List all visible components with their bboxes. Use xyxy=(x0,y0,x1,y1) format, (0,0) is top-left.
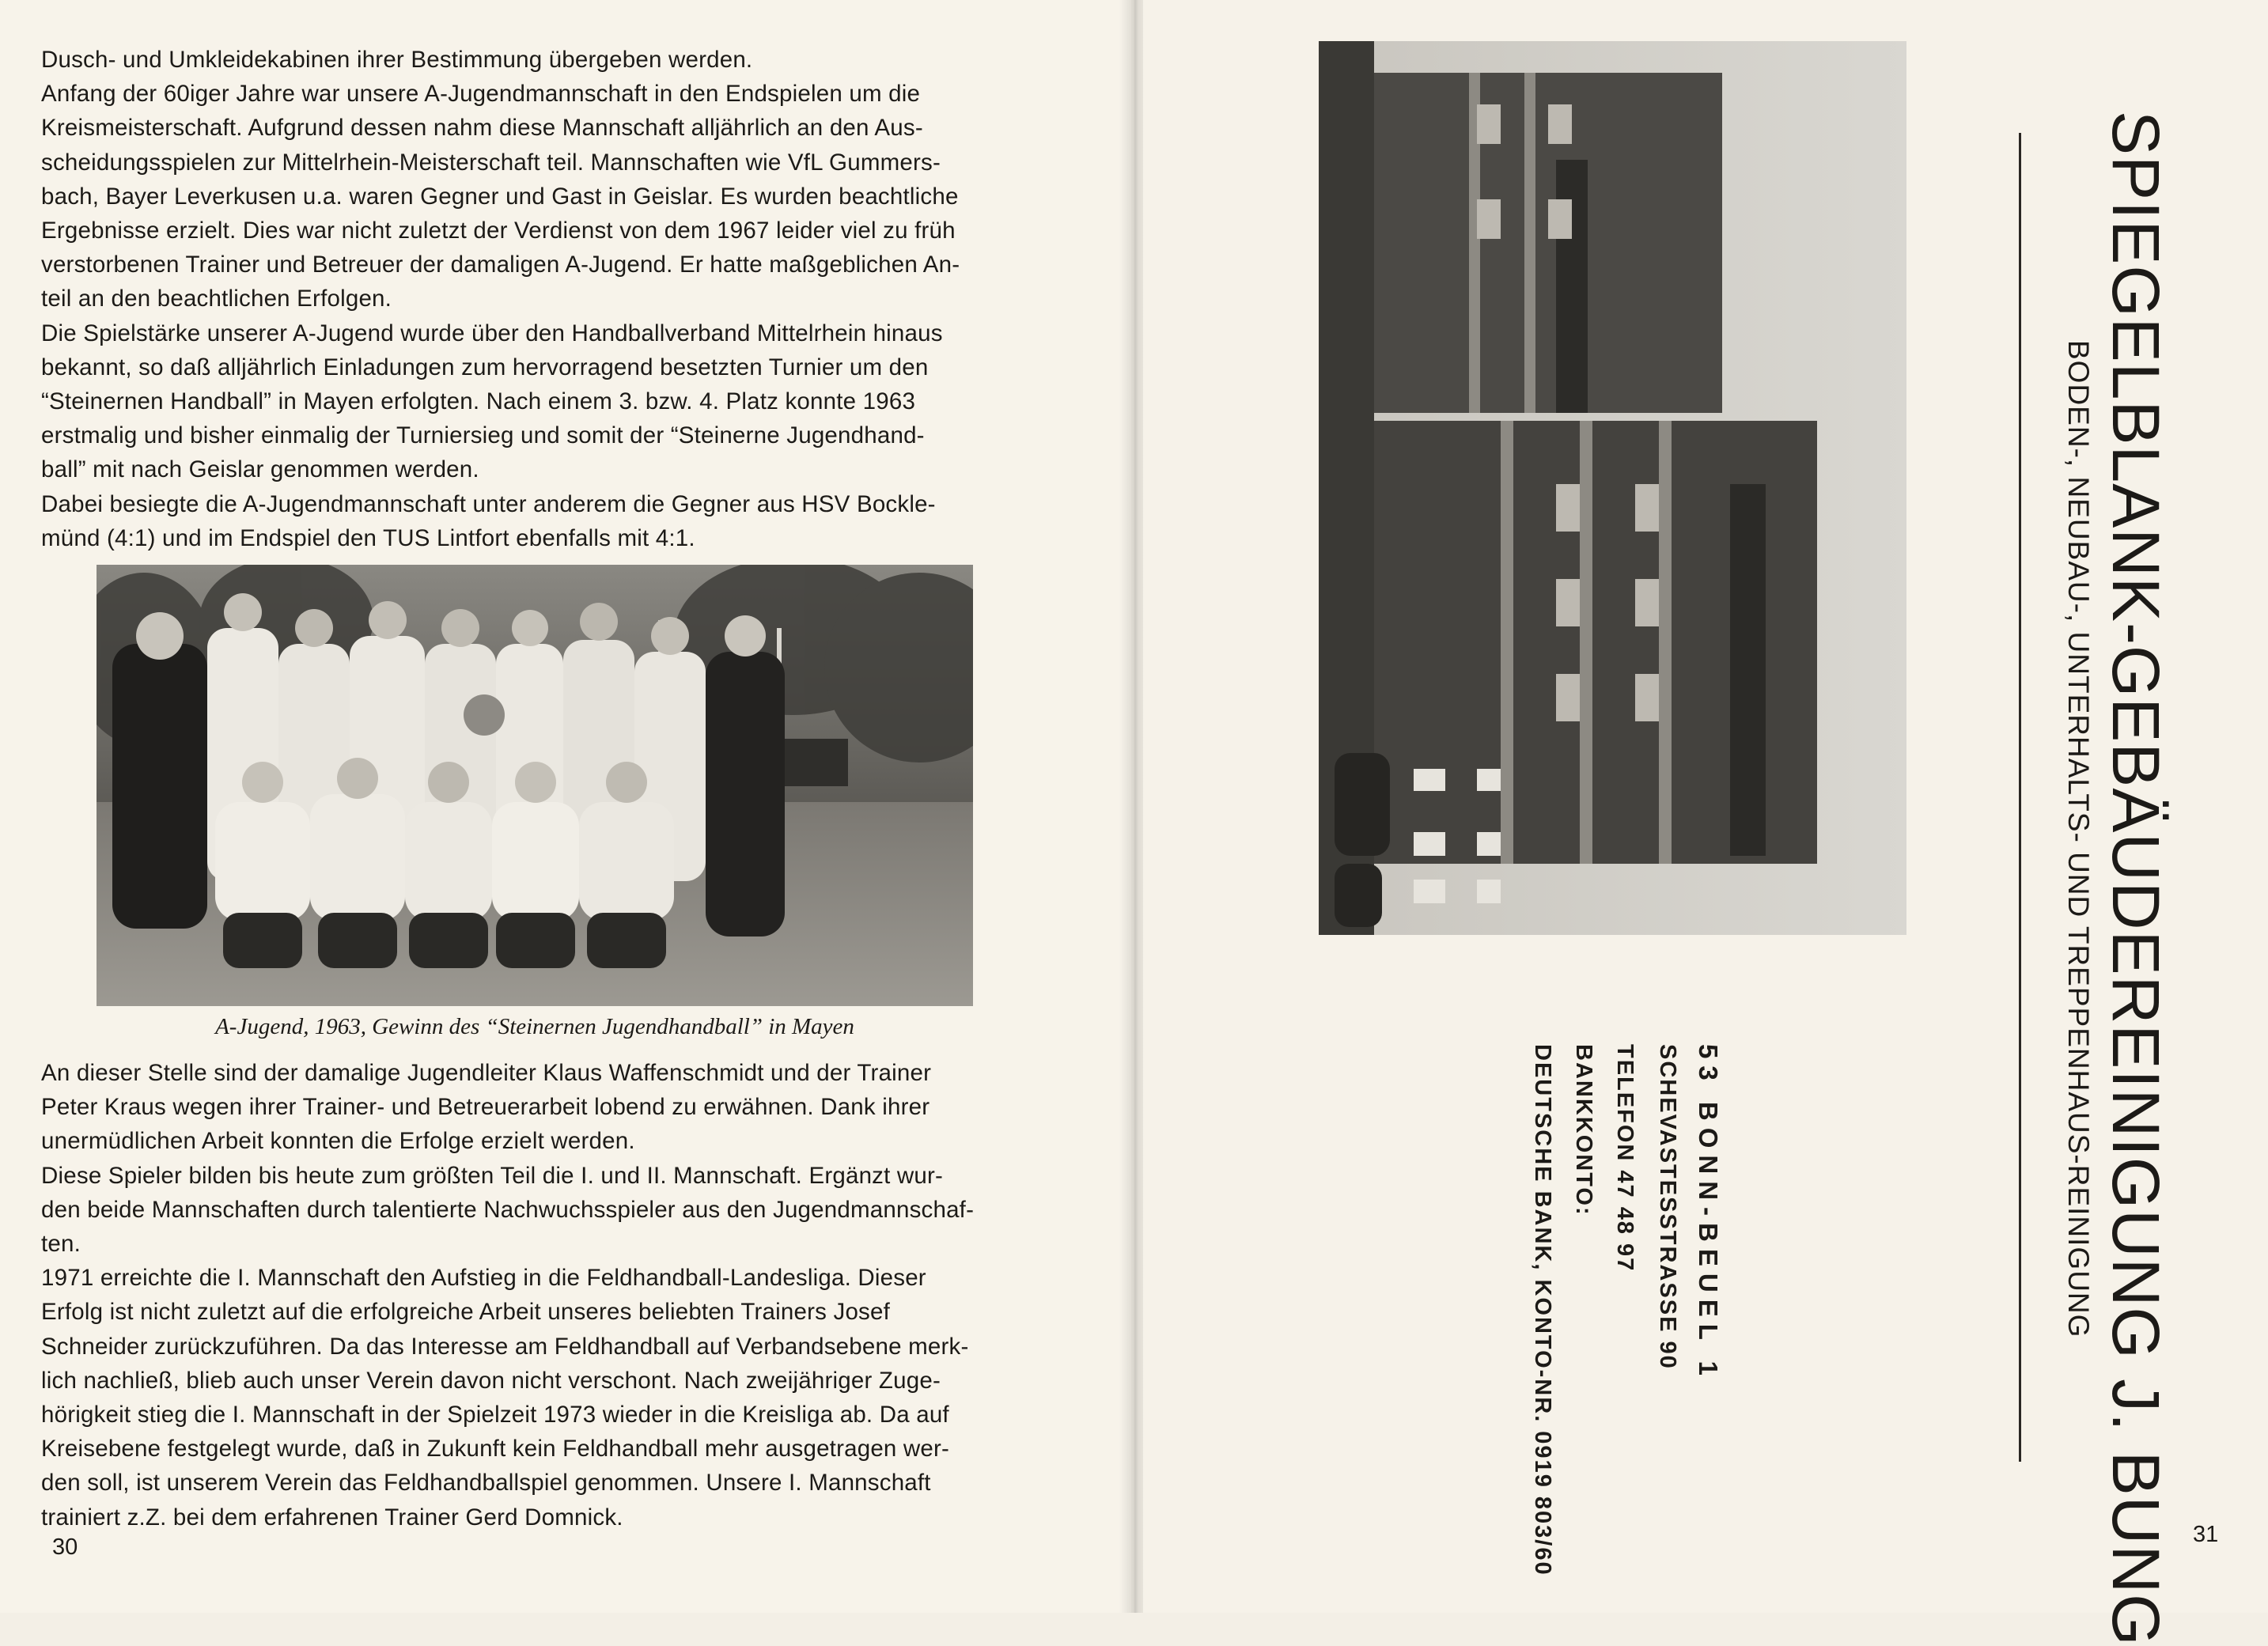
building-photo xyxy=(1319,41,1906,935)
text-line: Peter Kraus wegen ihrer Trainer- und Betreuerarbeit lobend zu erwähnen. Dank ihrer xyxy=(41,1094,930,1121)
text-line: Kreisebene festgelegt wurde, daß in Zukunft kein Feldhandball mehr ausgetragen wer- xyxy=(41,1436,950,1462)
team-photo xyxy=(97,565,973,1006)
text-line: Erfolg ist nicht zuletzt auf die erfolgreiche Arbeit unseres beliebten Trainers Josef xyxy=(41,1299,891,1326)
text-line: Dabei besiegte die A-Jugendmannschaft unter anderem die Gegner aus HSV Bockle- xyxy=(41,490,936,517)
bank-label: BANKKONTO: xyxy=(1571,1044,1596,1217)
address-street: SCHEVASTESSTRASSE 90 xyxy=(1655,1044,1680,1370)
text-line: Diese Spieler bilden bis heute zum größten Teil die I. und II. Mannschaft. Ergänzt wur- xyxy=(41,1162,944,1189)
company-name: SPIEGELBLANK-GEBÄUDEREINIGUNG J. BUNG xyxy=(2099,111,2173,1646)
text-line: erstmalig und bisher einmalig der Turniersieg und somit der “Steinerne Jugendhand- xyxy=(41,422,925,449)
text-line: lich nachließ, blieb auch unser Verein davon nicht verschont. Nach zweijähriger Zuge- xyxy=(41,1367,941,1394)
text-line: ball” mit nach Geislar genommen werden. xyxy=(41,456,479,483)
left-page xyxy=(0,0,1131,1613)
address-city: 53 BONN-BEUEL 1 xyxy=(1694,1044,1723,1383)
building-photo-image xyxy=(1319,41,1906,935)
text-line: An dieser Stelle sind der damalige Jugendleiter Klaus Waffenschmidt und der Trainer xyxy=(41,1060,932,1086)
page-number-left: 30 xyxy=(52,1534,78,1560)
text-line: bekannt, so daß alljährlich Einladungen zum hervorragend besetzten Turnier um den xyxy=(41,354,929,380)
services-line: BODEN-, NEUBAU-, UNTERHALTS- UND TREPPENHAUS-REINIGUNG xyxy=(2062,340,2095,1338)
text-line: Dusch- und Umkleidekabinen ihrer Bestimmung übergeben werden. xyxy=(41,47,753,73)
text-line: Kreismeisterschaft. Aufgrund dessen nahm diese Mannschaft alljährlich an den Aus- xyxy=(41,115,923,142)
text-line: Die Spielstärke unserer A-Jugend wurde über den Handballverband Mittelrhein hinaus xyxy=(41,320,943,346)
text-line: ten. xyxy=(41,1231,81,1258)
text-line: teil an den beachtlichen Erfolgen. xyxy=(41,286,392,312)
text-line: den soll, ist unserem Verein das Feldhandballspiel genommen. Unsere I. Mannschaft xyxy=(41,1470,931,1497)
text-line: Ergebnisse erzielt. Dies war nicht zuletzt der Verdienst von dem 1967 leider viel zu früh xyxy=(41,218,956,244)
team-photo-image xyxy=(97,565,973,1006)
text-line: bach, Bayer Leverkusen u.a. waren Gegner und Gast in Geislar. Es wurden beachtliche xyxy=(41,183,959,210)
bank-account: DEUTSCHE BANK, KONTO-NR. 0919 803/60 xyxy=(1530,1044,1555,1576)
phone-number: TELEFON 47 48 97 xyxy=(1612,1044,1638,1273)
text-line: verstorbenen Trainer und Betreuer der damaligen A-Jugend. Er hatte maßgeblichen An- xyxy=(41,252,960,278)
text-line: scheidungsspielen zur Mittelrhein-Meisterschaft teil. Mannschaften wie VfL Gummers- xyxy=(41,149,941,176)
photo-caption: A-Jugend, 1963, Gewinn des “Steinernen Jugendhandball” in Mayen xyxy=(215,1014,854,1039)
page-number-right: 31 xyxy=(2193,1522,2219,1547)
text-line: hörigkeit stieg die I. Mannschaft in der Spielzeit 1973 wieder in die Kreisliga ab. Da auf xyxy=(41,1402,949,1428)
text-line: trainiert z.Z. bei dem erfahrenen Trainer Gerd Domnick. xyxy=(41,1504,623,1531)
text-line: münd (4:1) und im Endspiel den TUS Lintfort ebenfalls mit 4:1. xyxy=(41,524,695,551)
text-line: den beide Mannschaften durch talentierte Nachwuchsspieler aus den Jugendmannschaf- xyxy=(41,1196,975,1223)
text-line: “Steinernen Handball” in Mayen erfolgten. Nach einem 3. bzw. 4. Platz konnte 1963 xyxy=(41,388,916,415)
text-line: Anfang der 60iger Jahre war unsere A-Jugendmannschaft in den Endspielen um die xyxy=(41,81,921,108)
text-line: unermüdlichen Arbeit konnten die Erfolge erzielt werden. xyxy=(41,1128,635,1155)
text-line: 1971 erreichte die I. Mannschaft den Aufstieg in die Feldhandball-Landesliga. Dieser xyxy=(41,1265,926,1292)
article-text-top xyxy=(41,43,1022,555)
article-text-bottom xyxy=(41,1056,1022,1534)
vertical-rule xyxy=(2019,133,2021,1462)
text-line: Schneider zurückzuführen. Da das Interesse am Feldhandball auf Verbandsebene merk- xyxy=(41,1333,969,1360)
